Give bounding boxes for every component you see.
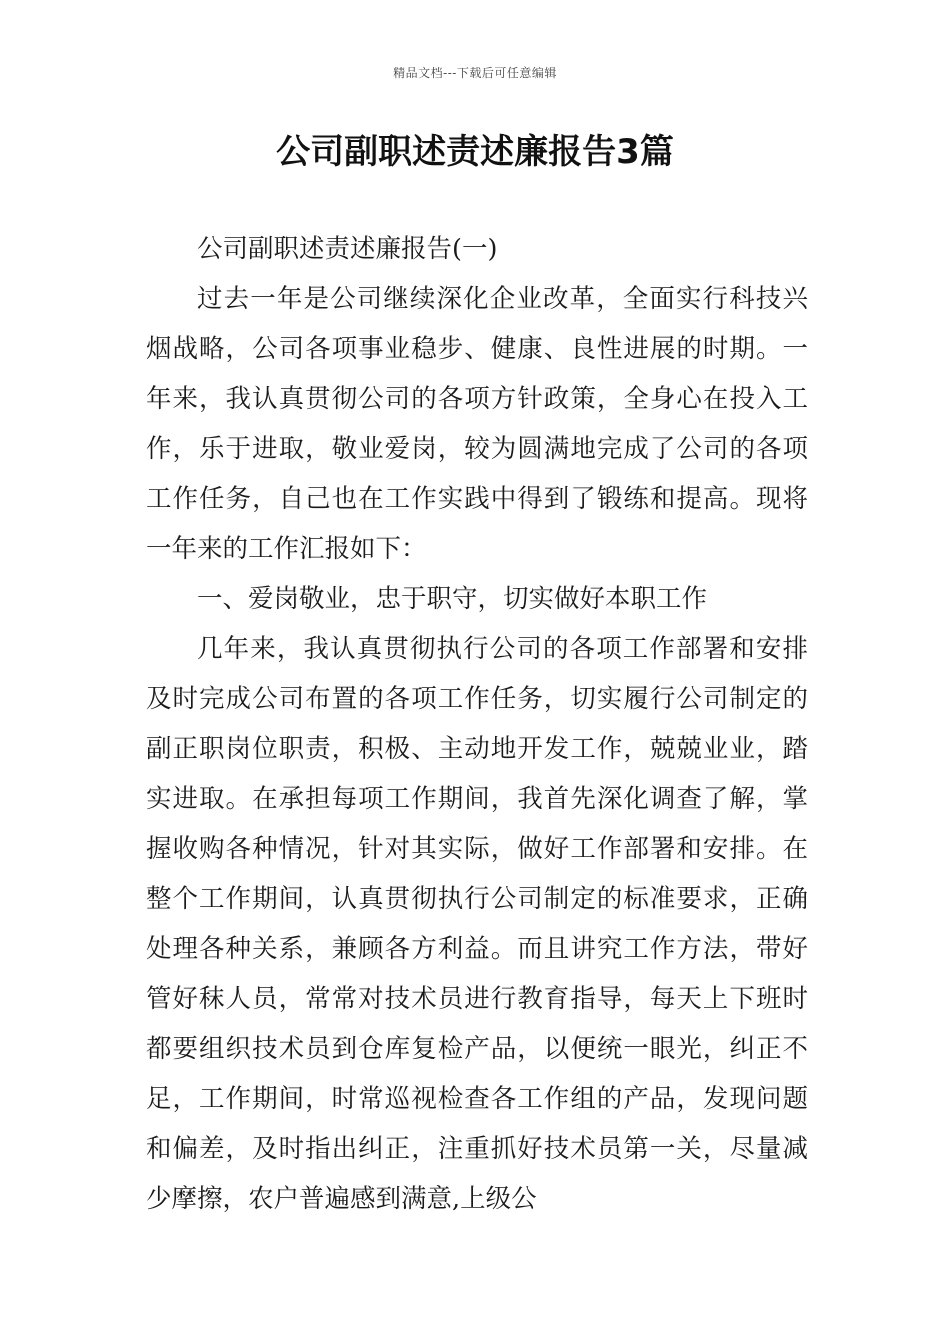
section-heading: 公司副职述责述廉报告(一): [197, 234, 498, 264]
document-title: 公司副职述责述廉报告3篇: [276, 132, 674, 172]
body-paragraph: 几年来，我认真贯彻执行公司的各项工作部署和安排及时完成公司布置的各项工作任务，切实履行公司制定的副正职岗位职责，积极、主动地开发工作，兢兢业业，踏实进取。在承担每项工作期间，我首先深化调查了解，掌握收购各种情况，针对其实际，做好工作部署和安排。在整个工作期间，认真贯彻执行公司制定的标准要求，正确处理各种关系，兼顾各方利益。而且讲究工作方法，带好管好秣人员，常常对技术员进行教育指导，每天上下班时都要组织技术员到仓库复检产品，以便统一眼光，纠正不足，工作期间，时常巡视检查各工作组的产品，发现问题和偏差，及时指出纠正，注重抓好技术员第一关，尽量减少摩擦，农户普遍感到满意,上级公: [146, 634, 808, 1214]
body-paragraph: 过去一年是公司继续深化企业改革，全面实行科技兴烟战略，公司各项事业稳步、健康、良性进展的时期。一年来，我认真贯彻公司的各项方针政策，全身心在投入工作，乐于进取，敬业爱岗，较为圆满地完成了公司的各项工作任务，自己也在工作实践中得到了锻练和提高。现将一年来的工作汇报如下：: [146, 284, 808, 564]
document-body: [146, 224, 808, 1224]
header-note: 精品文档---下载后可任意编辑: [393, 66, 557, 80]
subsection-heading: 一、爱岗敬业，忠于职守，切实做好本职工作: [197, 584, 708, 614]
